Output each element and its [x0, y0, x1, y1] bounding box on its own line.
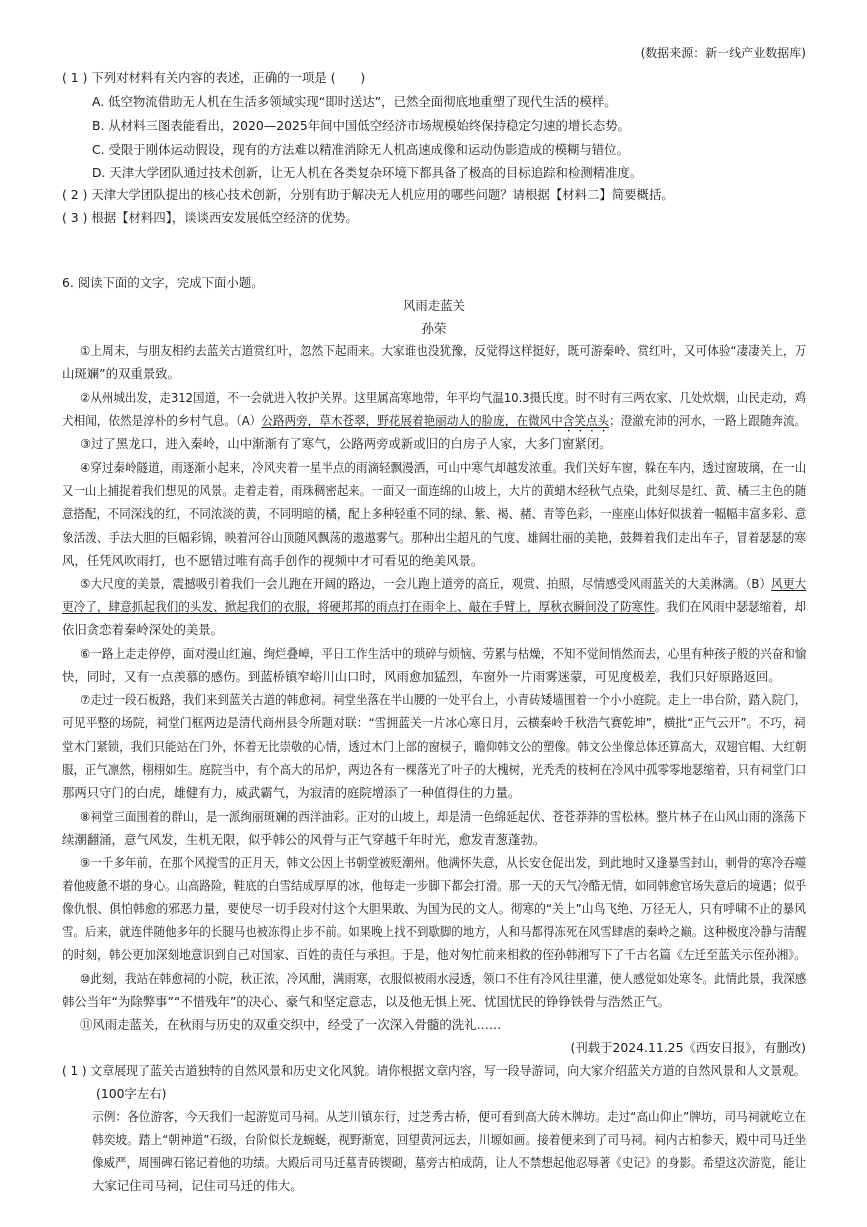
paragraph-9: 像仇恨、俱怕韩愈的邪恶力量，要使尽一切手段对付这个大胆果敢、为国为民的文人。彻寒的“关上”山鸟飞绝、万径无人，只有呼啸不止的暴风 — [62, 901, 807, 916]
paragraph-4: 风，任凭风吹雨打，也不愿错过唯有高手创作的视频中才可看见的绝美风景。 — [62, 553, 484, 568]
underlined-sentence-b: 风更大 — [771, 576, 807, 591]
question-1-word-count: (100字左右) — [96, 1086, 167, 1101]
question-1: ( 1 ) 文章展现了蓝关古道独特的自然风景和历史文化风貌。请你根据文章内容，写一段导游词，向大家介绍蓝关方道的自然风景和人文景观。 — [62, 1063, 806, 1078]
paragraph-6: 快，同时，又有一点羡慕的感伤。到蓝桥镇窄峪川山口时，风雨愈加猛烈，车窗外一片雨雾迷蒙，可见度极差，我们只好原路返回。 — [62, 669, 781, 684]
paragraph-7: 服，正气凛然，栩栩如生。庭院当中，有个高大的吊炉，两边各有一棵落光了叶子的大槐树，光秃秃的枝柯在冷风中孤零零地瑟缩着，只有祠堂门口 — [62, 762, 807, 777]
question-3: ( 3 ) 根据【材料四】，谈谈西安发展低空经济的优势。 — [62, 210, 358, 225]
paragraph-1: ①上周末，与朋友相约去蓝关古道赏红叶，忽然下起雨来。大家谁也没犹豫，反觉得这样挺好，既可游秦岭、赏红叶，又可体验“凄凄关上，万 — [80, 343, 807, 358]
paragraph-6: ⑥一路上走走停停，面对漫山红遍、绚烂叠嶂，平日工作生活中的琐碎与烦恼、劳累与枯燥，不知不觉间悄然而去，心里有种孩子般的兴奋和愉 — [80, 646, 807, 661]
paragraph-9: 的时刻，韩公更加深刻地意识到自己对国家、百姓的责任与承担。于是，他对匆忙前来相救的侄孙韩湘写下了千古名篇《左迁至蓝关示侄孙湘》。 — [62, 947, 806, 962]
citation: (刊载于2024.11.25《西安日报》，有删改) — [570, 1040, 806, 1055]
option-c: C. 受限于刚体运动假设，现有的方法难以精准消除无人机高速成像和运动伪影造成的模糊与错位。 — [92, 142, 629, 157]
paragraph-2-text: ；澄澈充沛的河水，一路上跟随奔流。 — [609, 413, 807, 428]
underlined-sentence-b: 更冷了，肆意抓起我们的头发、掀起我们的衣服，将硬邦邦的雨点打在雨伞上、敲在手臂上，厚秋衣瞬间没了防寒性 — [62, 599, 655, 614]
paragraph-9: ⑨一千多年前，在那个风搅雪的正月天，韩文公因上书朝堂被贬潮州。他满怀失意，从长安仓促出发，到此地时又逢暴雪封山，刺骨的寒冷吞噬 — [80, 855, 807, 870]
paragraph-5: 依旧贪恋着秦岭深处的美景。 — [62, 622, 224, 637]
paragraph-11: ⑪风雨走蓝关，在秋雨与历史的双重交织中，经受了一次深入骨髓的洗礼…… — [80, 1017, 502, 1032]
question-2: ( 2 ) 天津大学团队提出的核心技术创新，分别有助于解决无人机应用的哪些问题？请根据【材料二】简要概括。 — [62, 187, 674, 202]
paragraph-5-text: 。我们在风雨中瑟瑟缩着，却 — [654, 599, 806, 614]
paragraph-10: ⑩此刻，我站在韩愈祠的小院，秋正浓，冷风酣，满雨寒，衣服似被雨水浸透，领口不住有冷风往里灌，使人感觉如处寒冬。此情此景，我深感 — [80, 971, 807, 986]
article-title: 风雨走蓝关 — [403, 298, 465, 313]
paragraph-10: 韩公当年“为除弊事”“不惜残年”的决心、豪气和坚定意志，以及他无惧上死、忧国忧民的铮铮铁骨与浩然正气。 — [62, 994, 671, 1009]
data-source-note: (数据来源：新一线产业数据库) — [640, 46, 806, 60]
paragraph-7: ⑦走过一段石板路，我们来到蓝关古道的韩愈祠。祠堂坐落在半山腰的一处平台上，小青砖矮墙围着一个小小庭院。走上一串台阶，踏入院门， — [80, 692, 807, 707]
paragraph-4: 意搭配，不同深浅的红，不同浓淡的黄，不同明暗的橘，配上多种轻重不同的绿、紫、褐、赭、青等色彩，一座座山体好似拔着一幅幅丰富多彩、意 — [62, 506, 807, 521]
paragraph-4: ④穿过秦岭隧道，雨逐渐小起来，冷风夹着一星半点的雨滴轻飘漫洒，可山中寒气却越发浓重。我们关好车窗，躲在车内，透过窗玻璃，在一山 — [80, 460, 807, 475]
question-1: ( 1 ) 下列对材料有关内容的表述，正确的一项是 ( ) — [62, 70, 366, 85]
paragraph-5 — [62, 598, 806, 616]
option-a: A. 低空物流借助无人机在生活多领域实现“即时送达”，已然全面彻底地重塑了现代生活的模样。 — [92, 94, 617, 109]
article-author: 孙荣 — [421, 321, 447, 336]
paragraph-1: 山斑斓”的双重景致。 — [62, 366, 180, 381]
example-answer: 像威严，周围碑石铭记着他的功绩。大殿后司马迁墓青砖锲砌，墓旁古柏成荫，让人不禁想起他忍辱著《史记》的身影。希望这次游览，能让 — [92, 1155, 807, 1170]
paragraph-7: 堂木门紧锁，我们只能站在门外，怀着无比崇敬的心情，透过木门上部的窗棂子，瞻仰韩文公的塑像。韩文公坐像总体还算高大，双翅官帽、大红朝 — [62, 739, 807, 754]
paragraph-8: 续潮翻涌，意气风发，生机无限，似乎韩公的风骨与正气穿越千年时光，愈发青葱蓬勃。 — [62, 832, 546, 847]
paragraph-8: ⑧祠堂三面围着的群山，是一派绚丽斑斓的西洋油彩。正对的山坡上，却是清一色绵延起伏、苍苍莽莽的雪松林。整片林子在山风山雨的涤荡下 — [80, 809, 807, 824]
option-d: D. 天津大学团队通过技术创新，让无人机在各类复杂环境下都具备了极高的目标追踪和检测精准度。 — [92, 165, 643, 180]
dotted-phrase: 含笑点头 — [562, 413, 610, 428]
paragraph-9: 雪。后来，就连伴随他多年的长腿马也被冻得止步不前。如果晚上找不到歇脚的地方，人和马都得冻死在风雪肆虐的秦岭之巅。这种极度冷静与清醒 — [62, 924, 807, 939]
section-heading: 6. 阅读下面的文字，完成下面小题。 — [62, 275, 264, 290]
paragraph-9: 着他疲惫不堪的身心。山高路险，鞋底的白雪结成厚厚的冰，他每走一步脚下都会打滑。那一天的天气冷酷无情，如同韩愈官场失意后的境遇；似乎 — [62, 878, 807, 893]
option-b: B. 从材料三图表能看出，2020—2025年间中国低空经济市场规模始终保持稳定匀速的增长态势。 — [92, 118, 630, 133]
paragraph-7: 可见平整的场院，祠堂门框两边是清代商州县令所题对联：“雪拥蓝关一片冰心寒日月，云横秦岭千秋浩气赛乾坤”，横批“正气云开”。不巧，祠 — [62, 715, 806, 730]
paragraph-4: 象活泼、手法大胆的巨幅彩锦，映着河谷山顶随风飘荡的遨遨雾气。那种出尘超凡的气度、雄阔壮丽的美艳，鼓舞着我们走出车子，冒着瑟瑟的寒 — [62, 530, 806, 545]
paragraph-2 — [62, 412, 806, 435]
example-answer: 示例：各位游客，今天我们一起游览司马祠。从芝川镇东行，过芝秀古桥，便可看到高大砖木牌坊。走过“高山仰止”牌坊，司马祠就屹立在 — [92, 1109, 807, 1124]
paragraph-5 — [80, 575, 806, 593]
underlined-sentence-a: 公路两旁，草木苍翠，野花展着艳丽动人的脸庞，在微风中 — [261, 413, 563, 428]
paragraph-7: 那两只守门的白虎，雄健有力，威武霸气，为寂清的庭院增添了一种值得住的力量。 — [62, 785, 521, 800]
paragraph-3: ③过了黑龙口，进入秦岭，山中渐渐有了寒气，公路两旁或新或旧的白房子人家，大多门窗紧闭。 — [80, 436, 612, 451]
paragraph-4: 又一山上捕捉着我们想见的风景。走着走着，雨珠稠密起来。一面又一面连绵的山坡上，大片的黄蜡木经秋气点染，此刻尽是红、黄、橘三主色的随 — [62, 483, 807, 498]
paragraph-2-text: 犬相闻，依然是淳朴的乡村气息。（A） — [62, 413, 262, 428]
paragraph-2: ②从州城出发，走312国道，不一会就进入牧护关界。这里属高寒地带，年平均气温10.3摄氏度。时不时有三两农家、几处炊烟，山民走动，鸡 — [80, 390, 807, 405]
paragraph-5-text: ⑤大尺度的美景，震撼吸引着我们一会儿跑在开阔的路边，一会儿跑上道旁的高丘，观赏、拍照，尽情感受风雨蓝关的大美淋漓。（B） — [80, 576, 772, 591]
example-answer: 韩奕坡。踏上“朝神道”石级，台阶似长龙蜿蜒，视野渐宽，回望黄河远去，川塬如画。接着便来到了司马祠。祠内古柏参天，殿中司马迁坐 — [92, 1132, 807, 1147]
example-answer: 大家记住司马祠，记住司马迁的伟大。 — [92, 1178, 303, 1193]
